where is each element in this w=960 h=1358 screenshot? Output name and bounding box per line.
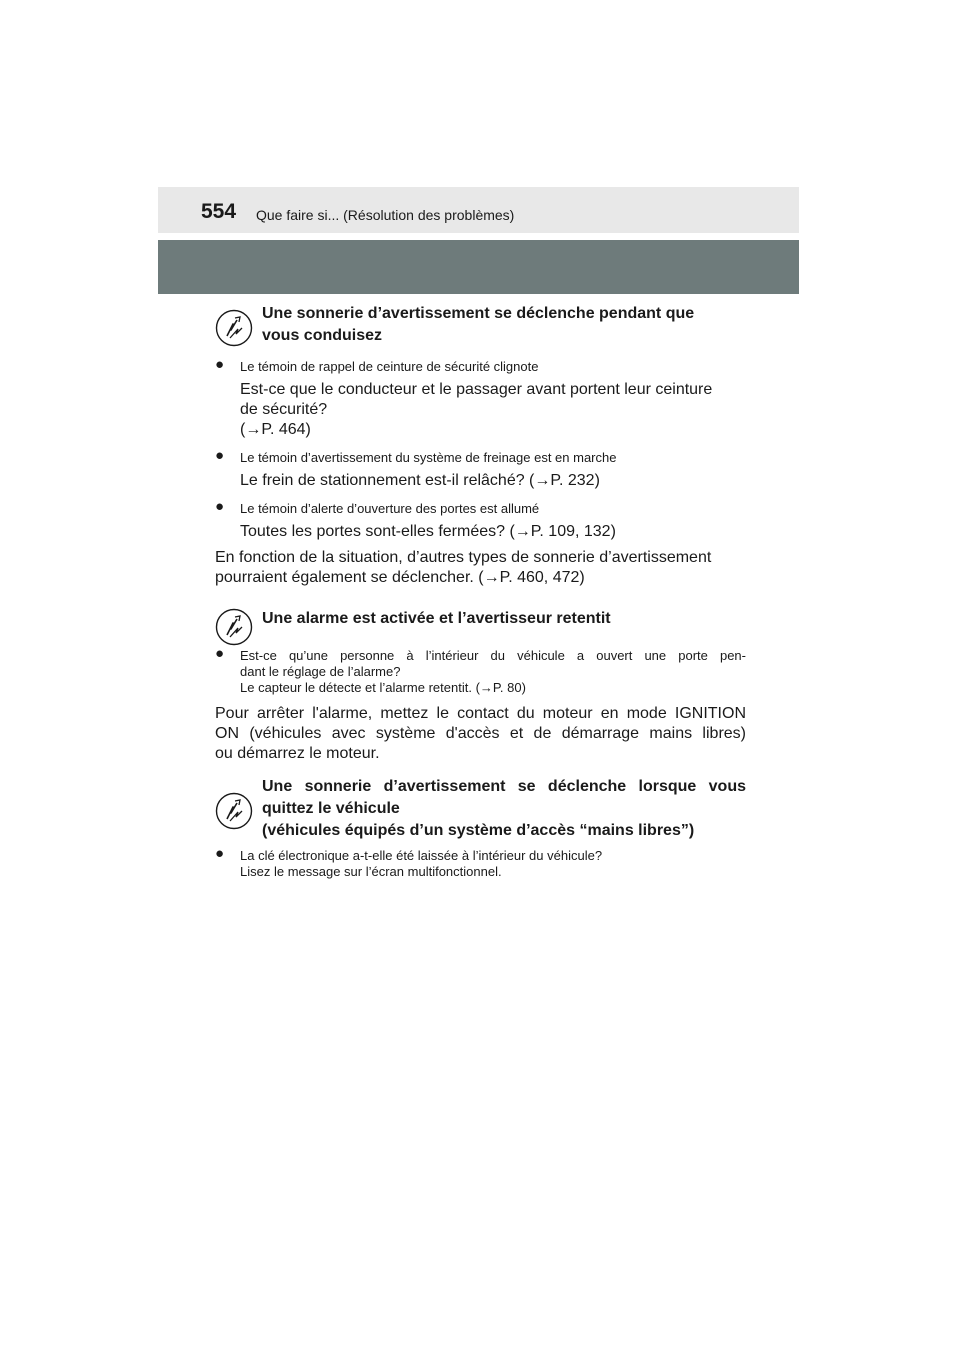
answer: Le frein de stationnement est-il relâché? (→P. 232) (240, 472, 600, 489)
section-title: Une alarme est activée et l’avertisseur retentit (262, 610, 611, 627)
warning-tool-icon (215, 608, 253, 646)
section-title: Une sonnerie d’avertissement se déclenche pendant que vous conduisez (262, 305, 695, 344)
warning-tool-icon (215, 792, 253, 830)
section-title: Une sonnerie d’avertissement se déclenche lorsque vous quittez le véhicule (véhicules équipés d’un système d’accès “mains libres”) (262, 778, 746, 839)
bullet-icon: ● (215, 845, 225, 862)
list-item: ● La clé électronique a-t-elle été laissée à l’intérieur du véhicule? Lisez le message sur l’écran multifonctionnel. (215, 845, 603, 879)
section-driving-buzzer (215, 303, 746, 588)
section-band (158, 240, 799, 294)
list-item: ● Le témoin d’avertissement du système de freinage est en marche (215, 447, 617, 465)
section-heading (215, 776, 746, 842)
bullet-icon: ● (215, 356, 225, 373)
list-item: ● Le témoin d’alerte d’ouverture des portes est allumé (215, 498, 540, 516)
page-content (215, 303, 746, 880)
answer: Toutes les portes sont-elles fermées? (→P. 109, 132) (240, 523, 616, 540)
page-number: 554 (201, 200, 237, 223)
paragraph: En fonction de la situation, d’autres types de sonnerie d’avertissement pourraient également se déclencher. (→P. 460, 472) (215, 549, 712, 586)
bullet-icon: ● (215, 645, 225, 662)
bullet-icon: ● (215, 498, 225, 515)
section-leaving-vehicle (215, 776, 746, 880)
section-alarm (215, 602, 746, 764)
answer: Est-ce que le conducteur et le passager avant portent leur ceinture de sécurité? (→P. 464) (240, 381, 713, 438)
chapter-title: Que faire si... (Résolution des problèmes) (256, 207, 515, 223)
paragraph: Pour arrêter l'alarme, mettez le contact du moteur en mode IGNITION ON (véhicules avec système d'accès et de démarrage mains libres) ou démarrez le moteur. (215, 705, 746, 762)
list-item: ● Est-ce qu’une personne à l’intérieur du véhicule a ouvert une porte pen- dant le réglage de l’alarme? Le capteur le détecte et l’alarme retentit. (→P. 80) (215, 645, 746, 695)
bullet-icon: ● (215, 447, 225, 464)
section-heading (215, 303, 746, 351)
section-heading (215, 602, 746, 646)
list-item: ● Le témoin de rappel de ceinture de sécurité clignote (215, 356, 539, 374)
warning-tool-icon (215, 309, 253, 347)
